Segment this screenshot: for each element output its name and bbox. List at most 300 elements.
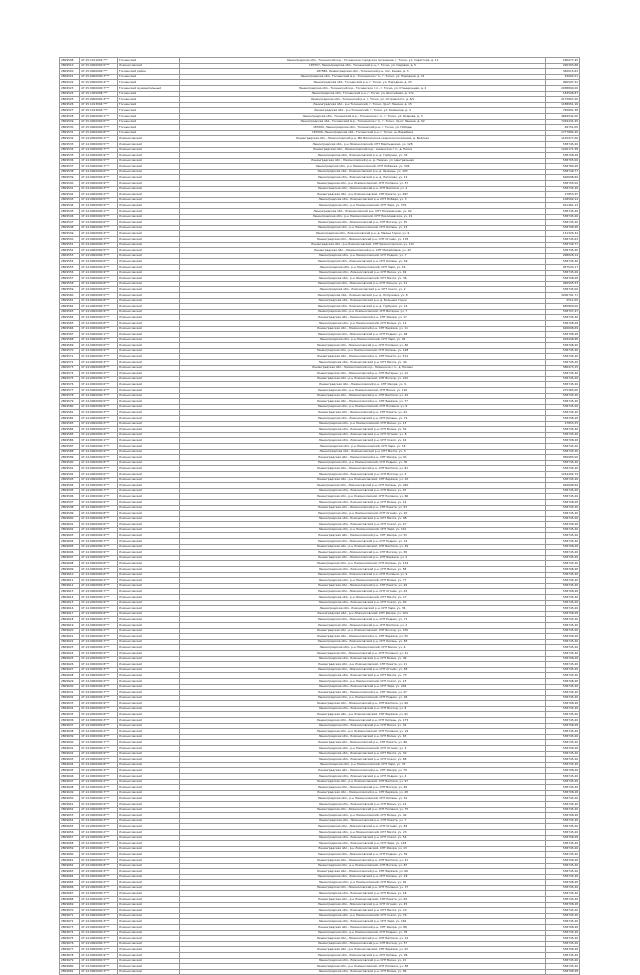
address-cell: Ленинградская обл., Ломоносовский р-н, СНТ Балтика, уч. 31: [180, 857, 546, 863]
district-cell: Ломоносовский: [118, 813, 180, 819]
address-cell: Ленинградская обл., р-н Ломоносовский, СНТ Кипень, уч. 198: [180, 348, 546, 354]
address-cell: Ленинградская обл., Ломоносовский р-н, СНТ Балтика, уч. 24: [180, 393, 546, 399]
cadastral-number-cell: 47:14:0000000:2***: [80, 421, 118, 427]
cadastral-number-cell: 47:14:0000000:4***: [80, 835, 118, 841]
address-cell: Ленинградская обл., Ломоносовский р-н, СНТ Весна, уч. 49: [180, 270, 546, 276]
district-cell: Ломоносовский: [118, 908, 180, 914]
address-cell: Ленинградская обл., р-н Ломоносовский, СНТ Восход, уч. 150: [180, 628, 546, 634]
row-id-cell: 2809656: [60, 829, 80, 835]
cost-value-cell: 538745,26: [546, 964, 580, 970]
district-cell: Ломоносовский: [118, 606, 180, 612]
cost-value-cell: 538745,26: [546, 885, 580, 891]
cost-value-cell: 538705,00: [546, 158, 580, 164]
row-id-cell: 2809640: [60, 740, 80, 746]
address-cell: Ленинградская обл., Тосненский м.р., Тосненское г.п., г. Тосно, ул. Народная, д. 21: [180, 74, 546, 80]
address-cell: Ленинградская обл., Ломоносовский р-н, СНТ Родник, уч. 12: [180, 539, 546, 545]
district-cell: Ломоносовский: [118, 712, 180, 718]
address-cell: Ленинградская обл., р-н Ломоносовский, СНТ Берёзка, уч. 19: [180, 477, 546, 483]
cost-value-cell: 626698,69: [546, 326, 580, 332]
district-cell: Ломоносовский: [118, 410, 180, 416]
cadastral-number-cell: 47:14:0000000:1***: [80, 209, 118, 215]
row-id-cell: 2809619: [60, 622, 80, 628]
row-id-cell: 2809634: [60, 706, 80, 712]
address-cell: Ленинградская обл., р-н Ломоносовский, СНТ Ветеран, уч. 7: [180, 309, 546, 315]
district-cell: Ломоносовский: [118, 169, 180, 175]
row-id-cell: 2809589: [60, 455, 80, 461]
cost-value-cell: 538708,28: [546, 153, 580, 159]
address-cell: Ленинградская обл., р-н Ломоносовский, СНТ Мечта, уч. 17: [180, 595, 546, 601]
cost-value-cell: 538745,26: [546, 673, 580, 679]
row-id-cell: 2809578: [60, 393, 80, 399]
district-cell: Ломоносовский: [118, 785, 180, 791]
cadastral-number-cell: 47:14:0000000:9***: [80, 600, 118, 606]
cadastral-number-cell: 47:15:0000000:7***: [80, 85, 118, 91]
district-cell: Ломоносовский: [118, 768, 180, 774]
address-cell: Ленинградская обл., р-н Ломоносовский, СНТ Родник, уч. 26: [180, 695, 546, 701]
row-id-cell: 2809623: [60, 645, 80, 651]
district-cell: Ломоносовский: [118, 829, 180, 835]
district-cell: Ломоносовский: [118, 264, 180, 270]
cadastral-number-cell: 47:14:0000000:8***: [80, 561, 118, 567]
cost-value-cell: 538745,26: [546, 818, 580, 824]
row-id-cell: 2809622: [60, 639, 80, 645]
cost-value-cell: 538745,26: [546, 622, 580, 628]
address-cell: Ленинградская обл., Ломоносовский р-н, д. Лопухинка, уч. 8: [180, 292, 546, 298]
row-id-cell: 2809662: [60, 863, 80, 869]
cost-value-cell: 538708,28: [546, 902, 580, 908]
district-cell: Ломоносовский: [118, 891, 180, 897]
address-cell: Ленинградская обл., р-н Ломоносовский, СНТ Полянка, уч. 19: [180, 729, 546, 735]
cadastral-number-cell: 47:14:0000000:9***: [80, 801, 118, 807]
row-id-cell: 2809597: [60, 499, 80, 505]
cadastral-number-cell: 47:14:0000000:7***: [80, 891, 118, 897]
address-cell: Ленинградская обл., Ломоносовский р-н, СНТ Кипень, уч. 175: [180, 718, 546, 724]
row-id-cell: 2809576: [60, 382, 80, 388]
cadastral-number-cell: 47:14:0000000:6***: [80, 287, 118, 293]
district-cell: Ломоносовский: [118, 902, 180, 908]
address-cell: Ленинградская обл., Ломоносовский р-н, д. Низино, ул. Центральная: [180, 158, 546, 164]
address-cell: Ленинградская обл., Ломоносовский р-н, СНТ Ракета, уч. 29: [180, 583, 546, 589]
cadastral-number-cell: 47:14:0000000:3***: [80, 869, 118, 875]
row-id-cell: 2809596: [60, 494, 80, 500]
cadastral-number-cell: 47:14:0000000:3***: [80, 718, 118, 724]
address-cell: Ленинградская обл., Ломоносовский р-н, СНТ Ракета, уч. 7: [180, 818, 546, 824]
district-cell: Ломоносовский: [118, 958, 180, 964]
district-cell: Ломоносовский: [118, 583, 180, 589]
district-cell: Ломоносовский: [118, 522, 180, 528]
table-row: [60, 969, 580, 975]
cost-value-cell: 538745,26: [546, 141, 580, 147]
cost-value-cell: 538708,28: [546, 813, 580, 819]
district-cell: Ломоносовский: [118, 718, 180, 724]
cost-value-cell: 538745,26: [546, 561, 580, 567]
cost-value-cell: 538708,28: [546, 611, 580, 617]
cadastral-number-cell: 47:14:0000000:7***: [80, 304, 118, 310]
address-cell: Ленинградская обл., р-н Ломоносовский, СНТ Огонёк, уч. 5: [180, 746, 546, 752]
row-id-cell: 2809653: [60, 813, 80, 819]
district-cell: Ломоносовский: [118, 673, 180, 679]
row-id-cell: 2809601: [60, 522, 80, 528]
row-id-cell: 2809560: [60, 292, 80, 298]
row-id-cell: 2809598: [60, 505, 80, 511]
district-cell: Ломоносовский: [118, 186, 180, 192]
address-cell: Ленинградская обл., р-н Ломоносовский, СНТ Балтика, уч. 39: [180, 544, 546, 550]
district-cell: Тосненский: [118, 91, 180, 97]
cost-value-cell: 538745,26: [546, 863, 580, 869]
district-cell: Ломоносовский: [118, 516, 180, 522]
district-cell: Ломоносовский: [118, 483, 180, 489]
cost-value-cell: 538745,26: [546, 785, 580, 791]
cost-value-cell: 538708,28: [546, 947, 580, 953]
address-cell: Ленинградская обл., р-н Ломоносовский, СНТ Сокол, уч. 15: [180, 678, 546, 684]
district-cell: Ломоносовский: [118, 281, 180, 287]
district-cell: Ломоносовский: [118, 790, 180, 796]
cadastral-number-cell: 47:14:0000000:7***: [80, 690, 118, 696]
district-cell: Ломоносовский: [118, 376, 180, 382]
district-cell: Ломоносовский: [118, 572, 180, 578]
address-cell: Ленинградская обл., Ломоносовский р-н, д. Большие Горки: [180, 298, 546, 304]
cadastral-number-cell: 47:14:0000000:3***: [80, 516, 118, 522]
row-id-cell: 2809542: [60, 192, 80, 198]
cost-value-cell: 183596,87: [546, 91, 580, 97]
cadastral-number-cell: 47:14:0000000:6***: [80, 220, 118, 226]
cadastral-number-cell: 47:14:0000000:5***: [80, 555, 118, 561]
address-cell: Ленинградская обл., р-н Ломоносовский, СНТ Весна, уч. 110: [180, 388, 546, 394]
cadastral-number-cell: 47:14:0000000:8***: [80, 611, 118, 617]
row-id-cell: 2809613: [60, 589, 80, 595]
district-cell: Ломоносовский: [118, 762, 180, 768]
district-cell: Ломоносовский: [118, 477, 180, 483]
row-id-cell: 2809627: [60, 667, 80, 673]
district-cell: Ломоносовский: [118, 846, 180, 852]
cost-value-cell: 538708,28: [546, 589, 580, 595]
cost-value-cell: 27853,35: [546, 421, 580, 427]
district-cell: Тосненский: [118, 125, 180, 131]
cadastral-number-cell: 47:14:0000000:9***: [80, 270, 118, 276]
cost-value-cell: 538745,26: [546, 779, 580, 785]
cost-value-cell: 538745,26: [546, 639, 580, 645]
address-cell: Ленинградская обл., Ломоносовский р-н, СНТ Пограничник, уч. 62: [180, 209, 546, 215]
row-id-cell: 2809561: [60, 298, 80, 304]
cadastral-number-cell: 47:14:0000000:6***: [80, 723, 118, 729]
cadastral-number-cell: 47:14:0000000:3***: [80, 617, 118, 623]
district-cell: Ломоносовский: [118, 555, 180, 561]
cadastral-number-cell: 47:14:0000000:9***: [80, 499, 118, 505]
address-cell: Ленинградская обл., Ломоносовский р-н, СНТ Кипень, уч. 71: [180, 416, 546, 422]
cadastral-number-cell: 47:14:0000000:7***: [80, 253, 118, 259]
address-cell: Ленинградская обл., Ломоносовский р-н, СНТ Сокол, уч. 27: [180, 522, 546, 528]
cost-value-cell: 538745,26: [546, 393, 580, 399]
district-cell: Ломоносовский: [118, 404, 180, 410]
row-id-cell: 2809675: [60, 936, 80, 942]
district-cell: Ломоносовский: [118, 147, 180, 153]
cost-value-cell: 957543,17: [546, 264, 580, 270]
district-cell: Ломоносовский: [118, 746, 180, 752]
district-cell: Ломоносовский: [118, 818, 180, 824]
address-cell: Ленинградская обл., Тосненский м.р., Тосненское городское поселение, г. Тосно, ул. Советская, д. 11: [180, 58, 546, 64]
address-cell: Ленинградская обл., Ломоносовский р-н, СНТ Балтика, уч. 60: [180, 701, 546, 707]
cadastral-number-cell: 47:14:0000000:3***: [80, 919, 118, 925]
cost-value-cell: 538745,26: [546, 628, 580, 634]
document-sheet: [59, 57, 579, 975]
district-cell: Ломоносовский: [118, 253, 180, 259]
cadastral-number-cell: 47:14:0000000:6***: [80, 343, 118, 349]
cadastral-number-cell: 47:14:0000000:9***: [80, 449, 118, 455]
cost-value-cell: 538745,26: [546, 505, 580, 511]
district-cell: Ломоносовский: [118, 499, 180, 505]
address-cell: Ленинградская обл., Ломоносовский р-н, СНТ Огонёк, уч. 38: [180, 667, 546, 673]
cost-value-cell: 538745,26: [546, 354, 580, 360]
cost-value-cell: 538745,26: [546, 410, 580, 416]
district-cell: Ломоносовский: [118, 197, 180, 203]
district-cell: Ломоносовский: [118, 779, 180, 785]
cadastral-number-cell: 47:14:0000000:7***: [80, 841, 118, 847]
cadastral-number-cell: 47:14:0000000:3***: [80, 410, 118, 416]
cost-value-cell: 538749,77: [546, 169, 580, 175]
address-cell: Ленинградская обл., р-н Ломоносовский, СНТ Полянка, уч. 6: [180, 404, 546, 410]
cadastral-number-cell: 47:14:0000000:5***: [80, 757, 118, 763]
address-cell: Ленинградская обл., Тосненский р-н, г. Тосно, ул. Народная, д. 23: [180, 80, 546, 86]
row-id-cell: 2809531: [60, 130, 80, 136]
cost-value-cell: 538745,26: [546, 583, 580, 589]
address-cell: Ленинградская обл., р-н Ломоносовский, СНТ Кипень, уч. 132: [180, 561, 546, 567]
address-cell: Ленинградская обл., р-н Ломоносовский, СНТ Огонёк, уч. 20: [180, 511, 546, 517]
row-id-cell: 2809565: [60, 320, 80, 326]
row-id-cell: 2809530: [60, 125, 80, 131]
row-id-cell: 2809525: [60, 97, 80, 103]
cost-value-cell: 538745,26: [546, 762, 580, 768]
district-cell: Ломоносовский: [118, 365, 180, 371]
address-cell: Ленинградская обл., р-н Ломоносовский, СНТ Ракета, уч. 11: [180, 662, 546, 668]
cadastral-number-cell: 47:15:1101002:***: [80, 58, 118, 64]
district-cell: Ломоносовский: [118, 471, 180, 477]
address-cell: Ленинградская обл., Ломоносовский р-н, СНТ Сокол, уч. 44: [180, 438, 546, 444]
cadastral-number-cell: 47:14:0000000:5***: [80, 706, 118, 712]
cost-value-cell: 621461,13: [546, 203, 580, 209]
row-id-cell: 2809521: [60, 74, 80, 80]
district-cell: Ломоносовский: [118, 667, 180, 673]
cost-value-cell: 538745,26: [546, 533, 580, 539]
cadastral-number-cell: 47:14:0000000:9***: [80, 852, 118, 858]
cost-value-cell: 538745,26: [546, 449, 580, 455]
cadastral-number-cell: 47:15:0000000:8***: [80, 130, 118, 136]
cadastral-number-cell: 47:15:1013004:***: [80, 102, 118, 108]
address-cell: Ленинградская обл., Ломоносовский р-н, СНТ Ракета, уч. 22: [180, 410, 546, 416]
row-id-cell: 2809574: [60, 371, 80, 377]
cadastral-number-cell: 47:14:0000000:4***: [80, 483, 118, 489]
district-cell: Ломоносовский: [118, 930, 180, 936]
cost-value-cell: 290303,68: [546, 63, 580, 69]
cost-value-cell: 538745,26: [546, 494, 580, 500]
district-cell: Ломоносовский: [118, 550, 180, 556]
cost-value-cell: 538708,28: [546, 925, 580, 931]
cadastral-number-cell: 47:14:0000000:9***: [80, 153, 118, 159]
district-cell: Ломоносовский: [118, 774, 180, 780]
address-cell: Ленинградская обл., р-н Ломоносовский, СНТ Родник, уч. 35: [180, 930, 546, 936]
row-id-cell: 2809671: [60, 913, 80, 919]
cost-value-cell: 538745,00: [546, 287, 580, 293]
district-cell: Ломоносовский: [118, 292, 180, 298]
row-id-cell: 2809641: [60, 746, 80, 752]
district-cell: Ломоносовский: [118, 650, 180, 656]
cost-value-cell: 538745,26: [546, 248, 580, 254]
cadastral-number-cell: 47:14:0000000:4***: [80, 388, 118, 394]
cadastral-number-cell: 47:14:0000000:8***: [80, 762, 118, 768]
row-id-cell: 2809604: [60, 539, 80, 545]
cost-value-cell: 7429434,45: [546, 119, 580, 125]
row-id-cell: 2809602: [60, 527, 80, 533]
address-cell: Ленинградская обл., р-н Ломоносовский, СНТ Полянка, уч. 57: [180, 181, 546, 187]
address-cell: Ленинградская обл., Ломоносовский р-н, д. Горбунки, уч. 33: [180, 153, 546, 159]
district-cell: Тосненский: [118, 102, 180, 108]
row-id-cell: 2809558: [60, 281, 80, 287]
district-cell: Ломоносовский: [118, 141, 180, 147]
cadastral-number-cell: 47:14:0000000:8***: [80, 813, 118, 819]
cadastral-number-cell: 47:15:0000000:7***: [80, 125, 118, 131]
address-cell: Ленинградская обл., Ломоносовский р-н, СНТ Волна, уч. 52: [180, 427, 546, 433]
address-cell: Ленинградская обл., р-н Ломоносовский, СНТ Ижора, уч. 13: [180, 846, 546, 852]
row-id-cell: 2809628: [60, 673, 80, 679]
address-cell: Ленинградская обл., Ломоносовский р-н, СНТ Ижора, уч. 88: [180, 925, 546, 931]
row-id-cell: 2809672: [60, 919, 80, 925]
district-cell: Ломоносовский: [118, 874, 180, 880]
cadastral-number-cell: 47:14:0000000:2***: [80, 628, 118, 634]
district-cell: Ломоносовский: [118, 835, 180, 841]
cadastral-number-cell: 47:14:0000000:5***: [80, 141, 118, 147]
cadastral-number-cell: 47:14:0000000:8***: [80, 365, 118, 371]
district-cell: Ломоносовский: [118, 175, 180, 181]
cost-value-cell: 538745,26: [546, 807, 580, 813]
cost-value-cell: 538708,28: [546, 969, 580, 975]
cadastral-number-cell: 47:14:0000000:5***: [80, 158, 118, 164]
cadastral-number-cell: 47:14:0000000:9***: [80, 751, 118, 757]
district-cell: Тосненский муниципальный: [118, 85, 180, 91]
cost-value-cell: 685800,00: [546, 304, 580, 310]
district-cell: Ломоносовский: [118, 684, 180, 690]
district-cell: Тосненский: [118, 80, 180, 86]
cadastral-number-cell: 47:14:0000000:3***: [80, 242, 118, 248]
row-id-cell: 2809679: [60, 958, 80, 964]
cost-value-cell: 538745,26: [546, 511, 580, 517]
row-id-cell: 2809536: [60, 158, 80, 164]
address-cell: Ленинградская обл., Ломоносовский р-н, СНТ Кипень, уч. 29: [180, 874, 546, 880]
address-cell: Ленинградская обл., р-н Ломоносовский, СНТ Красногорское, уч. 115: [180, 242, 546, 248]
cost-value-cell: 538745,26: [546, 477, 580, 483]
district-cell: Ломоносовский: [118, 544, 180, 550]
cost-value-cell: 538745,26: [546, 869, 580, 875]
row-id-cell: 2809614: [60, 595, 80, 601]
district-cell: Ломоносовский: [118, 936, 180, 942]
address-cell: Ленинградская обл., Тосненский м.р., Тосненское г.п., г. Тосно, пр-кт Ленина, д. 62: [180, 119, 546, 125]
row-id-cell: 2809585: [60, 432, 80, 438]
cost-value-cell: 538745,26: [546, 527, 580, 533]
district-cell: Ломоносовский: [118, 857, 180, 863]
row-id-cell: 2809657: [60, 835, 80, 841]
cost-value-cell: 538745,26: [546, 667, 580, 673]
address-cell: Ленинградская обл., Ломоносовский р-н, СНТ Огонёк, уч. 63: [180, 589, 546, 595]
cadastral-number-cell: 47:14:0000000:5***: [80, 399, 118, 405]
address-cell: Ленинградская обл., Ломоносовский р-н, СНТ Берёзка, уч. 55: [180, 634, 546, 640]
row-id-cell: 2809588: [60, 449, 80, 455]
cadastral-number-cell: 47:14:0000000:2***: [80, 477, 118, 483]
district-cell: Ломоносовский: [118, 298, 180, 304]
address-cell: Ленинградская обл., р-н Ломоносовский, СНТ Мечта, уч. 36: [180, 276, 546, 282]
address-cell: Ленинградская обл., Ломоносовский р-н, СНТ Берёзка, уч. 66: [180, 869, 546, 875]
row-id-cell: 2809615: [60, 600, 80, 606]
cadastral-number-cell: 47:14:0000000:8***: [80, 281, 118, 287]
address-cell: Ленинградская обл., Ломоносовский р-н, СНТ Ижора, уч. 47: [180, 690, 546, 696]
row-id-cell: 2809575: [60, 376, 80, 382]
district-cell: Ломоносовский: [118, 740, 180, 746]
district-cell: Ломоносовский: [118, 617, 180, 623]
cost-value-cell: 538745,26: [546, 936, 580, 942]
district-cell: Тосненский: [118, 97, 180, 103]
cadastral-number-cell: 47:14:0000000:8***: [80, 298, 118, 304]
cost-value-cell: 538745,26: [546, 930, 580, 936]
cadastral-number-cell: 47:14:0000000:8***: [80, 913, 118, 919]
row-id-cell: 2809593: [60, 477, 80, 483]
cadastral-number-cell: 47:15:0000000:6***: [80, 119, 118, 125]
row-id-cell: 2809524: [60, 91, 80, 97]
data-table: [59, 57, 580, 975]
address-cell: Ленинградская обл., Ломоносовский р-н, СНТ Весна, уч. 21: [180, 958, 546, 964]
row-id-cell: 2809633: [60, 701, 80, 707]
row-id-cell: 2809584: [60, 427, 80, 433]
address-cell: Ленинградская обл., Ломоносовский р-н, СНТ Балтика, уч. 81: [180, 466, 546, 472]
district-cell: Ломоносовский: [118, 796, 180, 802]
district-cell: Ломоносовский: [118, 332, 180, 338]
district-cell: Ломоносовский: [118, 209, 180, 215]
address-cell: Ленинградская обл., р-н Ломоносовский, СНТ Волна, уч. 12: [180, 320, 546, 326]
district-cell: Ломоносовский: [118, 751, 180, 757]
district-cell: Тосненский район: [118, 69, 180, 75]
cadastral-number-cell: 47:14:0000000:5***: [80, 455, 118, 461]
address-cell: Ленинградская обл., Ломоносовский р-н, СНТ Весна, уч. 97: [180, 488, 546, 494]
district-cell: Ломоносовский: [118, 270, 180, 276]
cadastral-number-cell: 47:14:0000000:6***: [80, 169, 118, 175]
row-id-cell: 2809636: [60, 718, 80, 724]
cadastral-number-cell: 47:14:0000000:2***: [80, 678, 118, 684]
row-id-cell: 2809523: [60, 85, 80, 91]
cadastral-number-cell: 47:14:0000000:6***: [80, 259, 118, 265]
cost-value-cell: 4894542,00: [546, 113, 580, 119]
row-id-cell: 2809625: [60, 656, 80, 662]
cost-value-cell: 538745,26: [546, 824, 580, 830]
address-cell: Ленинградская обл., р-н Ломоносовский, СНТ Весна, уч. 92: [180, 880, 546, 886]
cadastral-number-cell: 47:14:0000000:3***: [80, 667, 118, 673]
address-cell: Ленинградская обл., Ломоносовский р-н, СНТ Родник, уч. 71: [180, 617, 546, 623]
address-cell: Ленинградская обл., Ломоносовский р-н, СНТ Восход, уч. 3: [180, 471, 546, 477]
address-cell: Ленинградская обл., Ломоносовский р-н, СНТ Победа, уч. 3: [180, 197, 546, 203]
row-id-cell: 2809669: [60, 902, 80, 908]
cost-value-cell: 538745,26: [546, 348, 580, 354]
cadastral-number-cell: 47:14:0000000:4***: [80, 734, 118, 740]
row-id-cell: 2809663: [60, 869, 80, 875]
row-id-cell: 2809528: [60, 113, 80, 119]
cadastral-number-cell: 47:14:0000000:5***: [80, 214, 118, 220]
row-id-cell: 2809541: [60, 186, 80, 192]
address-cell: Ленинградская обл., Ломоносовский р-н, СНТ Волна, уч. 63: [180, 734, 546, 740]
address-cell: 187557, Ленинградская обл., Тосненский р-н, г. Тосно, ул. Садовая, д. 5: [180, 63, 546, 69]
district-cell: Ломоносовский: [118, 723, 180, 729]
cadastral-number-cell: 47:14:0000000:6***: [80, 925, 118, 931]
cost-value-cell: 538708,28: [546, 522, 580, 528]
cost-value-cell: 538745,26: [546, 399, 580, 405]
district-cell: Ломоносовский: [118, 136, 180, 142]
row-id-cell: 2809661: [60, 857, 80, 863]
cost-value-cell: 538745,26: [546, 443, 580, 449]
row-id-cell: 2809581: [60, 410, 80, 416]
